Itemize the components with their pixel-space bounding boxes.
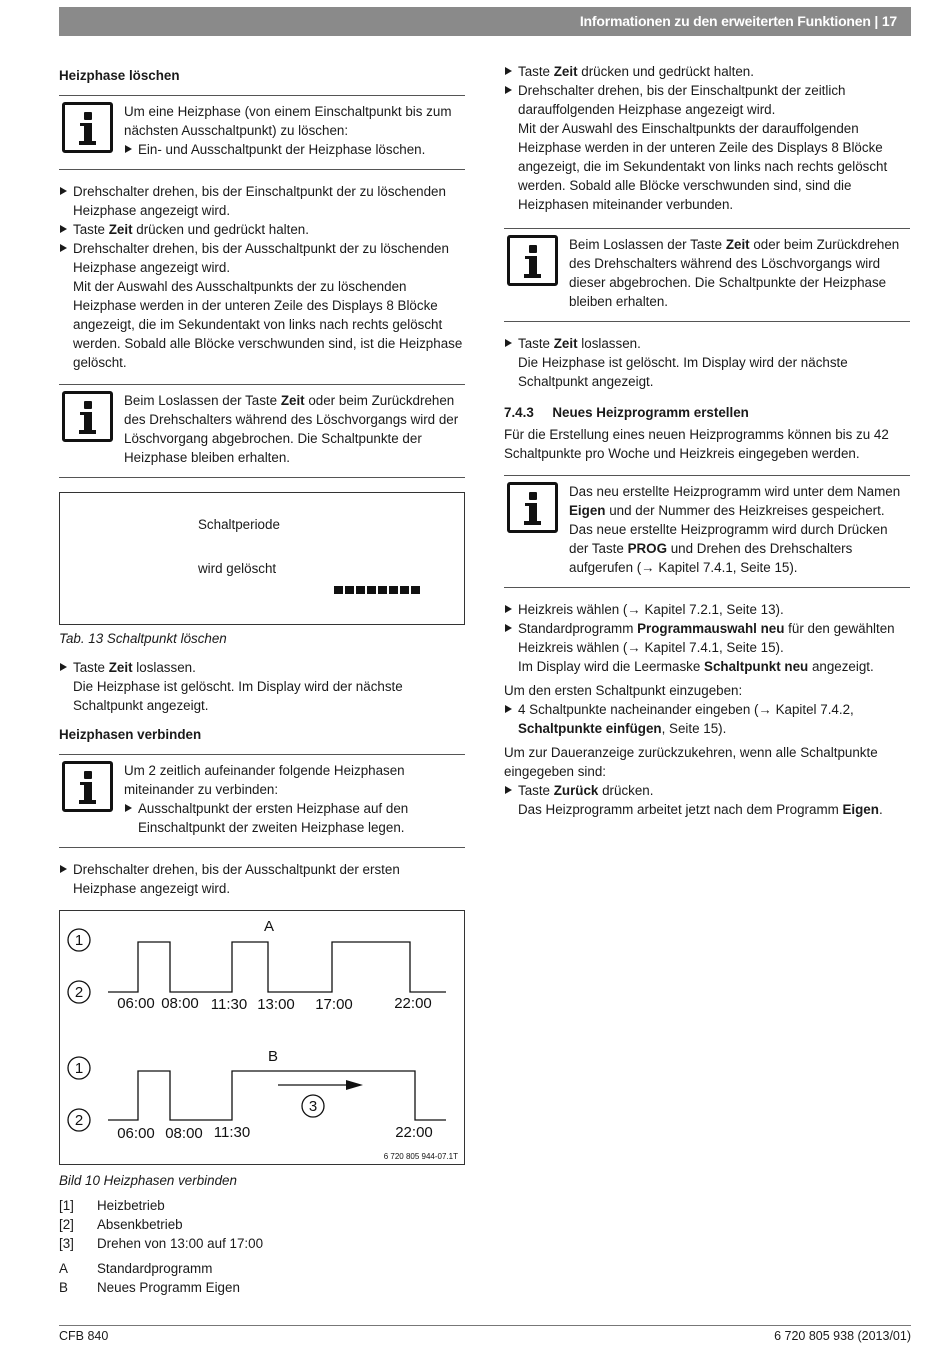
legend-value: Absenkbetrieb xyxy=(97,1217,183,1232)
page-footer xyxy=(59,1325,911,1343)
right-column xyxy=(504,62,910,819)
time-label: 08:00 xyxy=(165,1125,203,1142)
step: Drehschalter drehen, bis der Ausschaltpunkt der zu löschenden Heizphase angezeigt wird. xyxy=(59,239,465,277)
step: Taste Zurück drücken. xyxy=(504,781,910,800)
info-box xyxy=(59,384,465,478)
step: Taste Zeit drücken und gedrückt halten. xyxy=(504,62,910,81)
info-step: Ein- und Ausschaltpunkt der Heizphase löschen. xyxy=(124,140,465,159)
legend-key: [1] xyxy=(59,1198,74,1213)
step: Heizkreis wählen (→ Kapitel 7.2.1, Seite 13). xyxy=(504,600,910,619)
diagram-label-a: A xyxy=(263,918,275,935)
circle-label: 3 xyxy=(308,1098,318,1115)
diagram-label-b: B xyxy=(267,1048,279,1065)
left-column xyxy=(59,62,465,1297)
step-continuation: Mit der Auswahl des Ausschaltpunkts der zu löschenden Heizphase werden in der unteren Zeile des Displays 8 Blöcke angezeigt, die im Sekundentakt von links nach rechts gelöscht werden. Sobald alle Blöcke verschwunden sind, ist die Heizphase gelöscht. xyxy=(73,279,463,370)
footer-model: CFB 840 xyxy=(59,1329,109,1343)
section-intro: Für die Erstellung eines neuen Heizprogramms können bis zu 42 Schaltpunkte pro Woche und Heizkreis eingegeben werden. xyxy=(504,427,889,461)
time-label: 17:00 xyxy=(315,996,353,1013)
info-box xyxy=(59,95,465,170)
info-step: Ausschaltpunkt der ersten Heizphase auf den Einschaltpunkt der zweiten Heizphase legen. xyxy=(124,799,465,837)
step-continuation: Mit der Auswahl des Einschaltpunkts der darauffolgenden Heizphase werden in der unteren Zeile des Displays 8 Blöcke angezeigt, die im Sekundentakt von links nach rechts gelöscht werden. Sobald alle Blöcke verschwunden sind, sind die Heizphasen miteinander verbunden. xyxy=(518,121,888,212)
step-continuation: Im Display wird die Leermaske Schaltpunkt neu angezeigt. xyxy=(518,659,874,674)
time-label: 22:00 xyxy=(394,995,432,1012)
display-blocks xyxy=(334,586,420,594)
info-text: Beim Loslassen der Taste Zeit oder beim Zurückdrehen des Drehschalters während des Löschvorgangs wird dieser abgebrochen. Die Schaltpunkte der Heizphase bleiben erhalten. xyxy=(569,237,900,309)
step-continuation: Das Heizprogramm arbeitet jetzt nach dem Programm Eigen. xyxy=(518,802,883,817)
legend-key: [2] xyxy=(59,1217,74,1232)
section-title-heizphasen-verbinden: Heizphasen verbinden xyxy=(59,727,202,742)
circle-label: 1 xyxy=(74,932,84,949)
legend-value: Neues Programm Eigen xyxy=(97,1280,240,1295)
legend-value: Heizbetrieb xyxy=(97,1198,165,1213)
timeline-svg xyxy=(60,911,466,1164)
figure-caption: Bild 10 Heizphasen verbinden xyxy=(59,1173,237,1188)
info-text: Um eine Heizphase (von einem Einschaltpunkt bis zum nächsten Ausschaltpunkt) zu löschen: xyxy=(124,104,452,138)
legend-value: Drehen von 13:00 auf 17:00 xyxy=(97,1236,264,1251)
timeline-a xyxy=(108,942,446,992)
time-label: 06:00 xyxy=(117,1125,155,1142)
step: Taste Zeit loslassen. xyxy=(504,334,910,353)
info-icon xyxy=(62,102,113,153)
heizphasen-diagram xyxy=(59,910,465,1165)
table-caption: Tab. 13 Schaltpunkt löschen xyxy=(59,631,227,646)
circle-label: 2 xyxy=(74,1112,84,1129)
info-icon xyxy=(62,761,113,812)
legend-key: A xyxy=(59,1261,68,1276)
info-box xyxy=(59,754,465,848)
timeline-b xyxy=(108,1071,446,1120)
info-box xyxy=(504,475,910,588)
paragraph: Um zur Daueranzeige zurückzukehren, wenn alle Schaltpunkte eingegeben sind: xyxy=(504,745,878,779)
section-title-heizphase-loeschen: Heizphase löschen xyxy=(59,68,180,83)
info-text: Das neu erstellte Heizprogramm wird unter dem Namen Eigen und der Nummer des Heizkreises gespeichert. xyxy=(569,484,901,518)
header-title: Informationen zu den erweiterten Funktionen | 17 xyxy=(579,13,897,29)
step: Taste Zeit loslassen. xyxy=(59,658,465,677)
legend-key: [3] xyxy=(59,1236,74,1251)
section-title-neues-heizprogramm: 7.4.3 Neues Heizprogramm erstellen xyxy=(504,405,749,420)
step-continuation: Die Heizphase ist gelöscht. Im Display wird der nächste Schaltpunkt angezeigt. xyxy=(73,679,403,713)
time-label: 13:00 xyxy=(257,996,295,1013)
circle-label: 2 xyxy=(74,984,84,1001)
time-label: 11:30 xyxy=(213,1124,251,1141)
time-label: 08:00 xyxy=(161,995,199,1012)
info-icon xyxy=(62,391,113,442)
time-label: 11:30 xyxy=(210,996,248,1013)
display-illustration xyxy=(59,492,465,625)
legend xyxy=(59,1196,465,1297)
info-icon xyxy=(507,482,558,533)
step: Drehschalter drehen, bis der Ausschaltpunkt der ersten Heizphase angezeigt wird. xyxy=(59,860,465,898)
info-icon xyxy=(507,235,558,286)
step-continuation: Die Heizphase ist gelöscht. Im Display wird der nächste Schaltpunkt angezeigt. xyxy=(518,355,848,389)
paragraph: Um den ersten Schaltpunkt einzugeben: xyxy=(504,683,743,698)
display-line-2: wird gelöscht xyxy=(198,561,277,576)
info-text: Das neue erstellte Heizprogramm wird durch Drücken der Taste PROG und Drehen des Drehschalters aufgerufen (→ Kapitel 7.4.1, Seite 15). xyxy=(569,522,888,575)
step: Drehschalter drehen, bis der Einschaltpunkt der zeitlich darauffolgenden Heizphase angezeigt wird. xyxy=(504,81,910,119)
footer-doc-number: 6 720 805 938 (2013/01) xyxy=(774,1329,911,1343)
time-label: 06:00 xyxy=(117,995,155,1012)
legend-value: Standardprogramm xyxy=(97,1261,213,1276)
step: Drehschalter drehen, bis der Einschaltpunkt der zu löschenden Heizphase angezeigt wird. xyxy=(59,182,465,220)
info-text: Beim Loslassen der Taste Zeit oder beim Zurückdrehen des Drehschalters während des Löschvorgangs wird der Löschvorgang abgebrochen. Die Schaltpunkte der Heizphase bleiben erhalten. xyxy=(124,393,459,465)
info-text: Um 2 zeitlich aufeinander folgende Heizphasen miteinander zu verbinden: xyxy=(124,763,405,797)
step: Taste Zeit drücken und gedrückt halten. xyxy=(59,220,465,239)
info-box xyxy=(504,228,910,322)
figure-code: 6 720 805 944-07.1T xyxy=(383,1152,458,1161)
page-header xyxy=(59,7,911,36)
step: 4 Schaltpunkte nacheinander eingeben (→ Kapitel 7.4.2, Schaltpunkte einfügen, Seite 15). xyxy=(504,700,910,738)
circle-label: 1 xyxy=(74,1060,84,1077)
step: Standardprogramm Programmauswahl neu für den gewählten Heizkreis wählen (→ Kapitel 7.4.1, Seite 15). xyxy=(504,619,910,657)
time-label: 22:00 xyxy=(395,1124,433,1141)
display-line-1: Schaltperiode xyxy=(198,517,280,532)
legend-key: B xyxy=(59,1280,68,1295)
